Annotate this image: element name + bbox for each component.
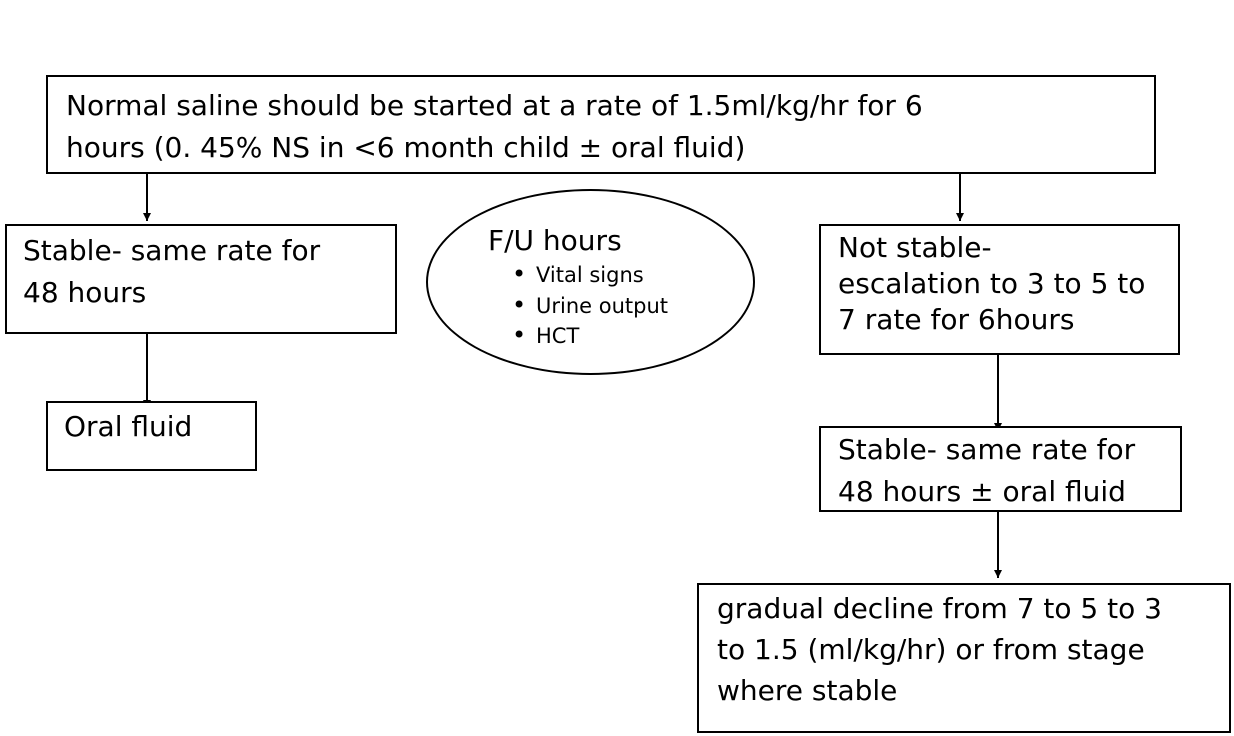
followup-list bbox=[512, 260, 668, 352]
stable-same-rate-box: Stable- same rate for 48 hours bbox=[5, 224, 397, 334]
gradual-decline-box: gradual decline from 7 to 5 to 3 to 1.5 (ml/kg/hr) or from stage where stable bbox=[697, 583, 1231, 733]
followup-item-vital-signs: • Vital signs bbox=[512, 260, 668, 291]
followup-item-hct: • HCT bbox=[512, 321, 668, 352]
not-stable-escalation-box: Not stable- escalation to 3 to 5 to 7 rate for 6hours bbox=[819, 224, 1180, 355]
oral-fluid-box: Oral fluid bbox=[46, 401, 257, 471]
initial-saline-box: Normal saline should be started at a rate of 1.5ml/kg/hr for 6 hours (0. 45% NS in <6 month child ± oral fluid) bbox=[46, 75, 1156, 174]
followup-title: F/U hours bbox=[488, 224, 622, 257]
stable-oral-fluid-box: Stable- same rate for 48 hours ± oral fluid bbox=[819, 426, 1182, 512]
followup-item-urine-output: • Urine output bbox=[512, 291, 668, 322]
